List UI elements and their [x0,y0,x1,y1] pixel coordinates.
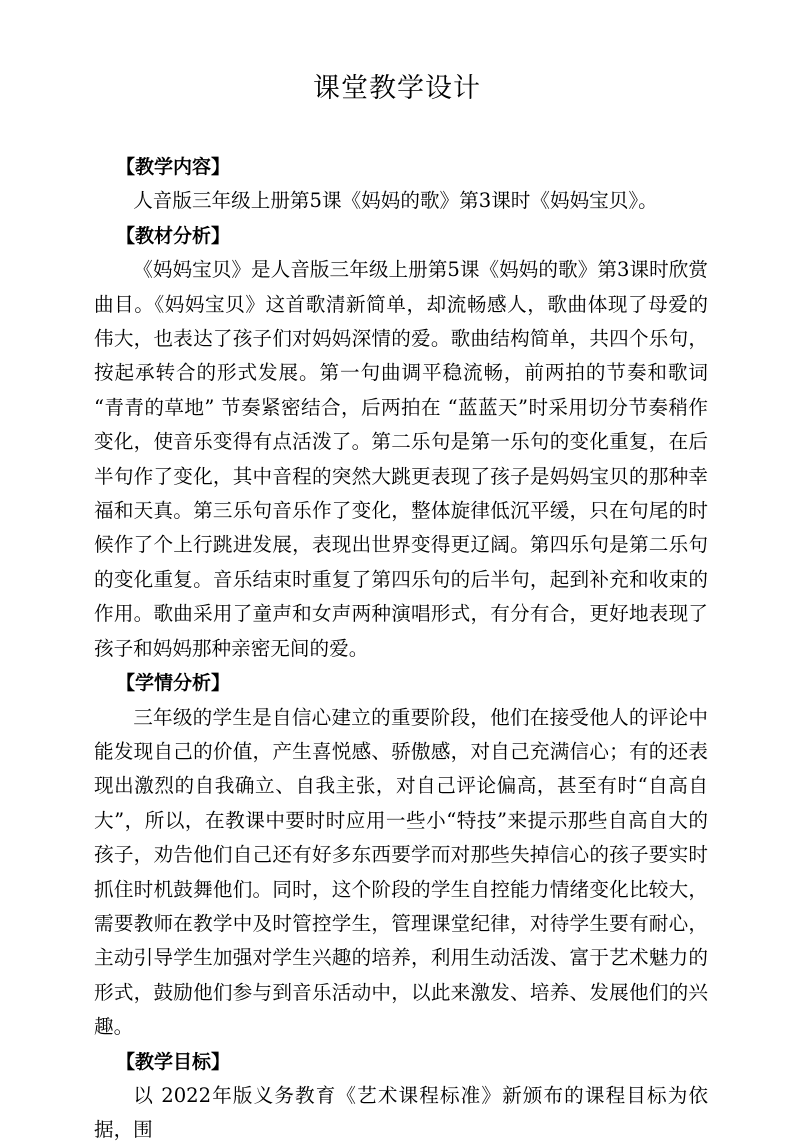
section-body-material-analysis: 《妈妈宝贝》是人音版三年级上册第5课《妈妈的歌》第3课时欣赏曲目。《妈妈宝贝》这首歌清新简单，却流畅感人，歌曲体现了母爱的伟大，也表达了孩子们对妈妈深情的爱。歌曲结构简单，共四个乐句，按起承转合的形式发展。第一句曲调平稳流畅，前两拍的节奏和歌词 “青青的草地” 节奏紧密结合，后两拍在 “蓝蓝天”时采用切分节奏稍作变化，使音乐变得有点活泼了。第二乐句是第一乐句的变化重复，在后半句作了变化，其中音程的突然大跳更表现了孩子是妈妈宝贝的那种幸福和天真。第三乐句音乐作了变化，整体旋律低沉平缓，只在句尾的时候作了个上行跳进发展，表现出世界变得更辽阔。第四乐句是第二乐句的变化重复。音乐结束时重复了第四乐句的后半句，起到补充和收束的作用。歌曲采用了童声和女声两种演唱形式，有分有合，更好地表现了孩子和妈妈那种亲密无间的爱。 [94,258,708,660]
section-body-teaching-content: 人音版三年级上册第5课《妈妈的歌》第3课时《妈妈宝贝》。 [133,189,658,213]
section-body-teaching-goals: 以 2022年版义务教育《艺术课程标准》新颁布的课程目标为依据，围 [94,1083,708,1142]
section-heading-material-analysis: 【教材分析】 [116,224,231,247]
section-body-student-analysis: 三年级的学生是自信心建立的重要阶段，他们在接受他人的评论中能发现自己的价值，产生喜悦感、骄傲感，对自己充满信心；有的还表现出激烈的自我确立、自我主张，对自己评论偏高，甚至有时“自高自大”，所以，在教课中要时时应用一些小“特技”来提示那些自高自大的孩子，劝告他们自己还有好多东西要学而对那些失掉信心的孩子要实时抓住时机鼓舞他们。同时，这个阶段的学生自控能力情绪变化比较大，需要教师在教学中及时管控学生，管理课堂纪律，对待学生要有耐心，主动引导学生加强对学生兴趣的培养，利用生动活泼、富于艺术魅力的形式，鼓励他们参与到音乐活动中，以此来激发、培养、发展他们的兴趣。 [94,705,708,1039]
section-heading-student-analysis: 【学情分析】 [116,672,231,695]
section-heading-teaching-content: 【教学内容】 [116,156,231,178]
page-title: 课堂教学设计 [313,73,481,104]
document-body [94,150,708,1148]
section-heading-teaching-goals: 【教学目标】 [116,1050,231,1073]
